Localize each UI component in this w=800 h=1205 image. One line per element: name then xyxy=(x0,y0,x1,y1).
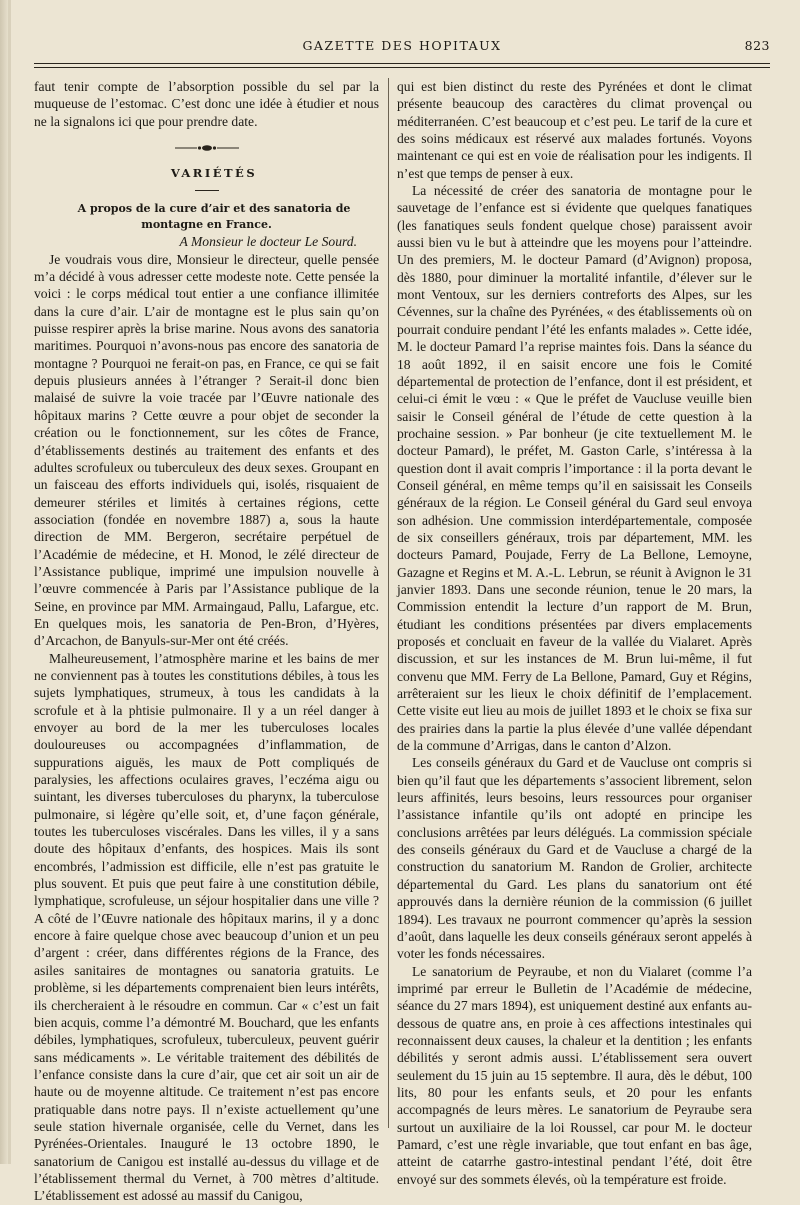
section-title: VARIÉTÉS xyxy=(170,166,258,181)
journal-title: GAZETTE DES HOPITAUX xyxy=(302,38,502,53)
body-paragraph: Les conseils généraux du Gard et de Vaucluse ont compris si bien qu’il faut que les départements s’associent librement, selon leurs affinités, leurs besoins, leurs ressources pour organiser l’assistance infantile qu’ils ont adopté en principe les conclusions arrêtées par leurs délégués. La commission spéciale des conseils généraux du Gard et de Vaucluse a chargé de la construction du sanatorium M. Randon de Grolier, architecte départemental du Gard. Les plans du sanatorium ont été approuvés dans la dernière réunion de la commission (6 juillet 1894). Les travaux ne pourront commencer qu’après la session d’août, dans laquelle les deux conseils généraux seront appelés à voter les fonds nécessaires. xyxy=(397,755,752,962)
page-binding-edge xyxy=(0,0,8,1164)
article-title: A propos de la cure d’air et des sanatoria de montagne en France. xyxy=(77,202,351,232)
column-separator xyxy=(388,78,389,1128)
body-paragraph: Le sanatorium de Peyraube, et non du Vialaret (comme l’a imprimé par erreur le Bulletin de l’Académie de médecine, séance du 27 mars 1894), est uniquement destiné aux enfants au-dessous de quatre ans, en proie à ces affections intestinales qui reconnaissent deux causes, la chaleur et la dentition ; les enfants débilités y seront admis aussi. L’établissement sera ouvert seulement du 15 juin au 15 septembre. Il aura, dès le début, 100 lits, 80 pour les enfants seuls, et 20 pour les enfants accompagnés de leurs mères. Le sanatorium de Peyraube sera surtout un auxiliaire de la loi Roussel, car pour M. le docteur Pamard, c’est une règle invariable, que tout enfant en bas âge, atteint de catarrhe gastro-intestinal pendant l’été, doit être envoyé sur des sommets élevés, où la température est froide. xyxy=(397,963,752,1187)
fleuron-ornament xyxy=(171,143,243,153)
intro-paragraph: faut tenir compte de l’absorption possible du sel par la muqueuse de l’estomac. C’est donc une idée à étudier et nous ne la signalons ici que pour prendre date. xyxy=(34,79,379,129)
body-paragraph: qui est bien distinct du reste des Pyrénées et dont le climat présente beaucoup des caractères du climat provençal ou méditerranéen. C’est beaucoup et c’est peu. Le tarif de la cure et des soins médicaux est réservé aux malades fortunés. Voyons maintenant ce qui est en voie de réalisation pour les indigents. Il n’est que temps de penser à eux. xyxy=(397,79,752,181)
left-column xyxy=(34,78,379,1205)
header-rule-thick xyxy=(34,63,770,64)
header-rule-thin xyxy=(34,67,770,68)
running-header xyxy=(34,38,770,56)
section-title-rule xyxy=(195,190,219,191)
page-binding-shadow xyxy=(8,0,11,1164)
body-paragraph: Je voudrais vous dire, Monsieur le directeur, quelle pensée m’a décidé à vous adresser cette modeste note. Cette pensée la voici : le corps médical tout entier a une confiance illimitée dans la cure d’air. L’air de montagne est le plus sain qu’on puisse respirer après la brise marine. Nous avons des sanatoria maritimes. Pourquoi n’avons-nous pas encore des sanatoria de montagne ? Pourquoi ne ferait-on pas, en France, ce qui se fait depuis plusieurs années à l’étranger ? Serait-il donc bien malaisé de suivre la voie tracée par l’Œuvre nationale des hôpitaux marins ? Cette œuvre a pour objet de seconder la création ou le fonctionnement, sur les côtes de France, d’établissements destinés au traitement des enfants et des adultes scrofuleux ou tuberculeux des deux sexes. Groupant en un faisceau des efforts individuels qui, isolés, risquaient de demeurer stériles et limités à certaines régions, cette association (fondée en novembre 1887) a, sous la haute direction de MM. Bergeron, secrétaire perpétuel de l’Académie de médecine, et H. Monod, le zélé directeur de l’Assistance publique, imprimé une impulsion nouvelle à l’œuvre commencée à Paris par l’Assistance publique de la Seine, en province par MM. Armaingaud, Pallu, Lafargue, etc. En quelques mois, les sanatoria de Pen-Bron, d’Hyères, d’Arcachon, de Banyuls-sur-Mer ont été créés. xyxy=(34,251,379,649)
body-paragraph: La nécessité de créer des sanatoria de montagne pour le sauvetage de l’enfance est si évidente que quelques fanatiques (les fanatiques seuls fondent quelque chose) paraissent avoir aussi bien vu le but à atteindre que les moyens pour l’atteindre. Un des premiers, M. le docteur Pamard (d’Avignon) proposa, dès 1880, pour diminuer la mortalité infantile, d’élever sur le mont Ventoux, sur les derniers contreforts des Alpes, sur les Cévennes, sur la chaîne des Pyrénées, « des établissements où on pourrait conduire pendant l’été les enfants malades ». Cette idée, M. le docteur Pamard l’a reprise maintes fois. Dans la séance du 18 août 1892, il en saisit encore une fois le Comité départemental de protection de l’enfance, dont il est président, et celui-ci émit le vœu : « Que le préfet de Vaucluse veuille bien saisir le Conseil général de l’étude de cette question à la prochaine session. » Par bonheur (je cite textuellement M. le docteur Pamard), le préfet, M. Gaston Carle, s’intéressa à la question dont il avait compris l’importance : il la porta devant le Conseil général, en même temps qu’il en saisissait les Conseils généraux de la région. Le Conseil général du Gard seul envoya son adhésion. Une commission interdépartementale, composée de six conseillers généraux, trois par département, MM. les docteurs Pamard, Poujade, Ferry de La Bellone, Lemoyne, Gazagne et Regins et M. A.-L. Lebrun, se réunit à Avignon le 31 janvier 1893. Dans une seconde réunion, tenue le 20 mars, la Commission entendit la lecture d’un rapport de M. Brun, étudiant les conditions présentées par divers emplacements proposés et concluait en faveur de la vallée du Vialaret. Après discussion, et sur les instances de M. Brun lui-même, il fut convenu que MM. Ferry de La Bellone, Pamard, Guy et Régins, arrêteraient sur les lieux le choix définitif de l’emplacement. Cette visite eut lieu au mois de juillet 1893 et le choix se fixa sur des prairies dans la partie la plus élevée d’une vallée dépendant de la commune d’Arrigas, dans le canton d’Alzon. xyxy=(397,183,752,754)
body-paragraph: Malheureusement, l’atmosphère marine et les bains de mer ne conviennent pas à toutes les constitutions débiles, à tous les sujets lymphatiques, strumeux, à tous les candidats à la scrofule et à la phtisie pulmonaire. Il y a un réel danger à envoyer au bord de la mer les tuberculoses locales douloureuses ou accompagnées d’inflammation, de suppurations aiguës, les maux de Pott compliqués de paralysies, les affections oculaires graves, l’eczéma aigu ou suintant, les diverses tuberculoses du pharynx, la tuberculose pulmonaire, si légère qu’elle soit, et, d’une façon générale, toutes les tuberculoses viscérales. Dans les villes, il y a sans doute des hôpitaux d’enfants, des hospices. Mais ils sont encombrés, l’admission est difficile, elle n’est pas gratuite le plus souvent. Et puis que peut faire à une constitution débile, lymphatique, scrofuleuse, un séjour hospitalier dans une ville ? A côté de l’Œuvre nationale des hôpitaux marins, il y a donc encore à faire quelque chose avec beaucoup d’union et un peu d’argent : créer, dans différentes régions de la France, des asiles sanitaires de montagnes ou sanatoria gratuits. Le problème, si les départements comprenaient bien leurs intérêts, ils chercheraient à le résoudre en commun. Car « c’est un fait bien acquis, comme l’a démontré M. Bouchard, que les enfants débiles, lymphatiques, scrofuleux, tuberculeux, peuvent guérir sans médicaments ». Le véritable traitement des débilités de l’enfance consiste dans la cure d’air, que cet air soit un air de haute ou de moyenne altitude. Ce traitement n’est pas encore pratiquable dans notre pays. Il n’existe actuellement qu’une seule station hivernale organisée, celle du Vernet, dans les Pyrénées-Orientales. Inauguré le 13 octobre 1890, le sanatorium de Canigou est installé au-dessus du village et de l’établissement thermal du Vernet, à 700 mètres d’altitude. L’établissement est adossé au massif du Canigou, xyxy=(34,650,379,1204)
dedication-line: A Monsieur le docteur Le Sourd. xyxy=(179,234,357,250)
right-column xyxy=(397,78,752,1188)
page-number: 823 xyxy=(744,38,770,53)
